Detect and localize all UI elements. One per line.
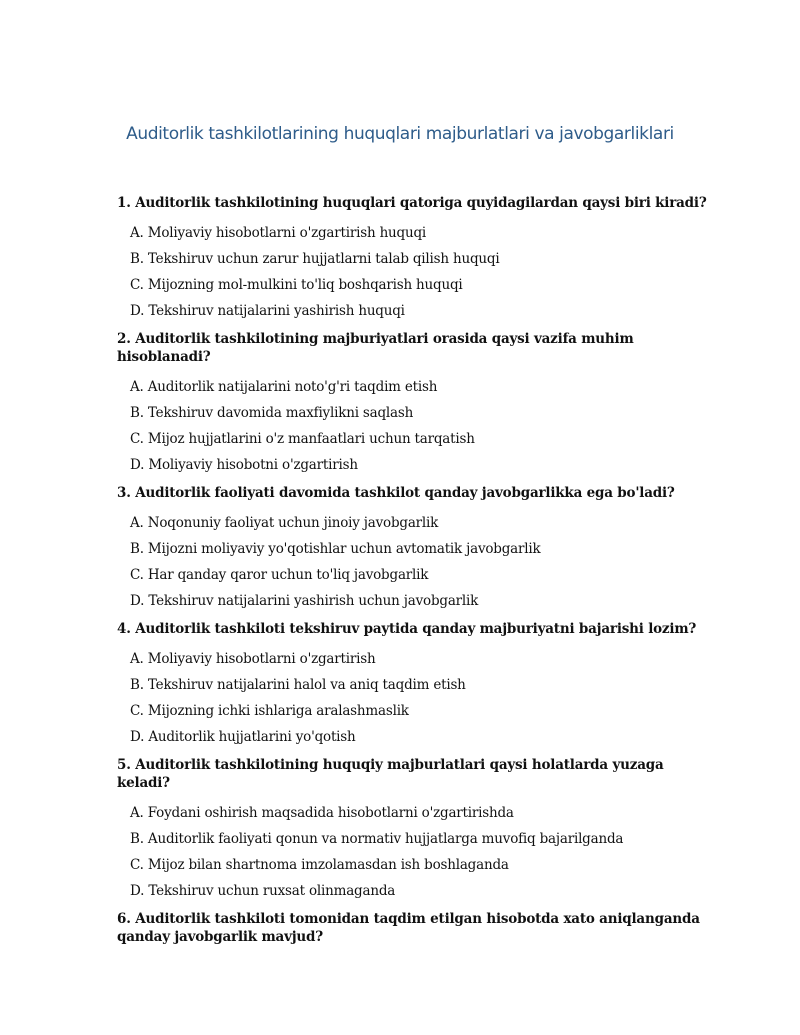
answer-option-b: B. Tekshiruv natijalarini halol va aniq taqdim etish [130,677,466,693]
question-list [117,194,717,958]
answer-option-b: B. Tekshiruv uchun zarur hujjatlarni talab qilish huquqi [130,251,500,267]
question-text: 4. Auditorlik tashkiloti tekshiruv paytida qanday majburiyatni bajarishi lozim? [117,621,697,637]
answer-option-d: D. Moliyaviy hisobotni o'zgartirish [130,457,358,473]
answer-option-d: D. Tekshiruv natijalarini yashirish uchun javobgarlik [130,593,479,609]
answer-option-a: A. Noqonuniy faoliyat uchun jinoiy javobgarlik [130,515,439,531]
answer-option-a: A. Moliyaviy hisobotlarni o'zgartirish [130,651,376,667]
answer-option-b: B. Mijozni moliyaviy yo'qotishlar uchun avtomatik javobgarlik [130,541,541,557]
answer-option-c: C. Har qanday qaror uchun to'liq javobgarlik [130,567,429,583]
answer-option-b: B. Tekshiruv davomida maxfiylikni saqlash [130,405,414,421]
question-6 [117,910,717,946]
answer-option-d: D. Tekshiruv uchun ruxsat olinmaganda [130,883,396,899]
question-text: 1. Auditorlik tashkilotining huquqlari qatoriga quyidagilardan qaysi biri kiradi? [117,195,707,211]
question-2 [117,330,717,474]
question-5 [117,756,717,900]
answer-option-c: C. Mijoz hujjatlarini o'z manfaatlari uchun tarqatish [130,431,475,447]
question-3 [117,484,717,610]
answer-option-a: A. Moliyaviy hisobotlarni o'zgartirish huquqi [130,225,427,241]
answer-option-c: C. Mijozning ichki ishlariga aralashmaslik [130,703,409,719]
question-4 [117,620,717,746]
answer-option-c: C. Mijozning mol-mulkini to'liq boshqarish huquqi [130,277,463,293]
page-title: Auditorlik tashkilotlarining huquqlari majburlatlari va javobgarliklari [126,124,674,144]
question-text: 3. Auditorlik faoliyati davomida tashkilot qanday javobgarlikka ega bo'ladi? [117,485,675,501]
question-text: 6. Auditorlik tashkiloti tomonidan taqdim etilgan hisobotda xato aniqlanganda qanday javobgarlik mavjud? [117,911,700,945]
answer-option-d: D. Tekshiruv natijalarini yashirish huquqi [130,303,405,319]
question-text: 5. Auditorlik tashkilotining huquqiy majburlatlari qaysi holatlarda yuzaga keladi? [117,757,664,791]
answer-option-b: B. Auditorlik faoliyati qonun va normativ hujjatlarga muvofiq bajarilganda [130,831,624,847]
answer-option-a: A. Foydani oshirish maqsadida hisobotlarni o'zgartirishda [130,805,514,821]
question-1 [117,194,717,320]
answer-option-a: A. Auditorlik natijalarini noto'g'ri taqdim etish [130,379,438,395]
answer-option-d: D. Auditorlik hujjatlarini yo'qotish [130,729,356,745]
answer-option-c: C. Mijoz bilan shartnoma imzolamasdan ish boshlaganda [130,857,509,873]
question-text: 2. Auditorlik tashkilotining majburiyatlari orasida qaysi vazifa muhim hisoblanadi? [117,331,634,365]
